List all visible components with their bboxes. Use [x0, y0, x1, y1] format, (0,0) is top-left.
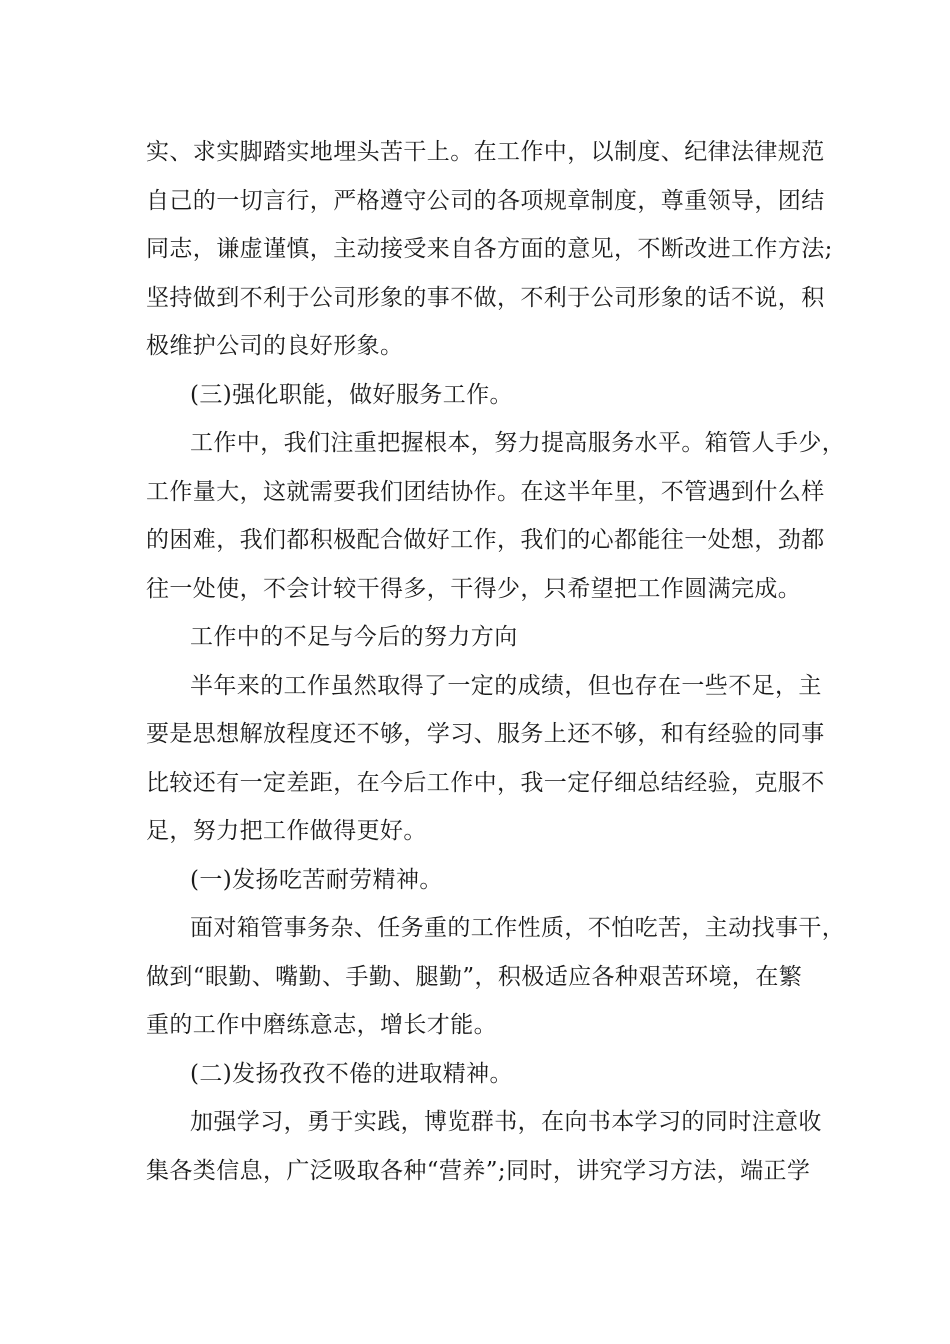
text-line: 往一处使，不会计较干得多，干得少，只希望把工作圆满完成。: [146, 575, 802, 602]
text-line: 做到“眼勤、嘴勤、手勤、腿勤”，积极适应各种艰苦环境，在繁: [146, 963, 803, 990]
text-line: 工作中，我们注重把握根本，努力提高服务水平。箱管人手少，: [190, 430, 846, 456]
text-line: 半年来的工作虽然取得了一定的成绩，但也存在一些不足，主: [190, 672, 822, 699]
section-heading: (一)发扬吃苦耐劳精神。: [190, 866, 443, 893]
text-line: 工作量大，这就需要我们团结协作。在这半年里，不管遇到什么样: [146, 478, 825, 505]
text-line: 坚持做到不利于公司形象的事不做，不利于公司形象的话不说，积: [146, 284, 825, 311]
text-line: 自己的一切言行，严格遵守公司的各项规章制度，尊重领导，团结: [146, 187, 825, 214]
section-heading: (三)强化职能，做好服务工作。: [190, 381, 513, 408]
text-line: 的困难，我们都积极配合做好工作，我们的心都能往一处想，劲都: [146, 527, 825, 553]
section-heading: (二)发扬孜孜不倦的进取精神。: [190, 1060, 513, 1087]
text-line: 极维护公司的良好形象。: [146, 333, 404, 359]
text-line: 重的工作中磨练意志，增长才能。: [146, 1012, 497, 1038]
document-body: [146, 128, 846, 1195]
text-line: 足，努力把工作做得更好。: [146, 818, 427, 844]
text-line: 要是思想解放程度还不够，学习、服务上还不够，和有经验的同事: [146, 721, 825, 747]
text-line: 同志，谦虚谨慎，主动接受来自各方面的意见，不断改进工作方法;: [146, 236, 833, 262]
section-heading: 工作中的不足与今后的努力方向: [190, 624, 518, 650]
text-line: 面对箱管事务杂、任务重的工作性质，不怕吃苦，主动找事干，: [190, 915, 846, 941]
text-line: 比较还有一定差距，在今后工作中，我一定仔细总结经验，克服不: [146, 769, 825, 796]
text-line: 集各类信息，广泛吸取各种“营养”;同时，讲究学习方法，端正学: [146, 1157, 811, 1184]
text-line: 加强学习，勇于实践，博览群书，在向书本学习的同时注意收: [190, 1109, 822, 1135]
text-line: 实、求实脚踏实地埋头苦干上。在工作中，以制度、纪律法律规范: [146, 139, 825, 165]
